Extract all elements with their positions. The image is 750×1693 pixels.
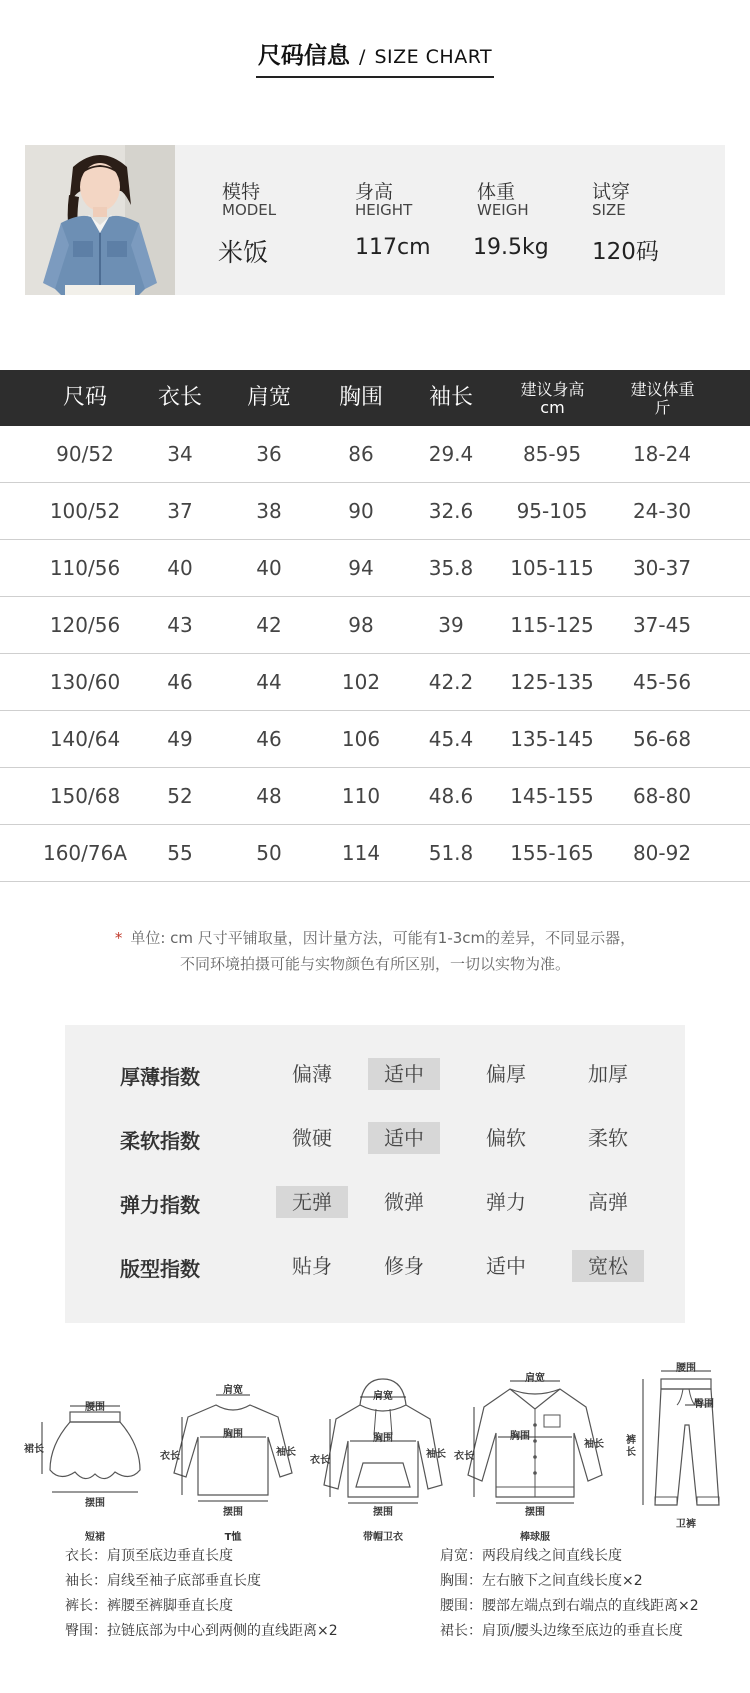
pants-diagram <box>625 1363 735 1530</box>
table-cell: 49 <box>167 727 193 751</box>
index-option: 偏薄 <box>292 1062 332 1086</box>
model-name-label: 模特 <box>222 181 261 203</box>
hoodie-label-shoulder: 肩宽 <box>373 1391 393 1402</box>
table-cell: 86 <box>348 442 374 466</box>
definition-item: 胸围：左右腋下之间直线长度×2 <box>440 1573 643 1589</box>
table-cell: 155-165 <box>510 841 594 865</box>
table-cell: 114 <box>341 841 381 865</box>
table-row <box>0 768 750 825</box>
table-row <box>0 597 750 654</box>
table-cell: 37-45 <box>632 613 692 637</box>
jacket-label-shoulder: 肩宽 <box>525 1373 545 1384</box>
tshirt-label-shoulder: 肩宽 <box>223 1385 243 1396</box>
skirt-caption: 短裙 <box>85 1532 105 1543</box>
table-cell: 51.8 <box>428 841 474 865</box>
table-cell: 34 <box>167 442 193 466</box>
table-row <box>0 825 750 882</box>
model-size-label-en: SIZE <box>592 201 626 219</box>
table-cell: 39 <box>438 613 464 637</box>
definition-item: 衣长：肩顶至底边垂直长度 <box>65 1548 233 1564</box>
table-cell: 90 <box>348 499 374 523</box>
model-size-column <box>592 145 702 295</box>
hoodie-label-hem: 摆围 <box>373 1507 393 1518</box>
table-cell: 44 <box>256 670 282 694</box>
model-size-label: 试穿 <box>592 181 631 203</box>
definition-item: 肩宽：两段肩线之间直线长度 <box>440 1548 622 1564</box>
table-cell: 110/56 <box>49 556 121 580</box>
header-size: 尺码 <box>62 385 107 410</box>
table-row <box>0 711 750 768</box>
table-cell: 38 <box>256 499 282 523</box>
fabric-index-panel <box>65 1025 685 1323</box>
model-height-label-en: HEIGHT <box>355 201 413 219</box>
table-cell: 145-155 <box>510 784 594 808</box>
hoodie-label-sleeve: 袖长 <box>426 1449 446 1460</box>
table-cell: 52 <box>167 784 193 808</box>
table-cell: 50 <box>256 841 282 865</box>
table-cell: 42 <box>256 613 282 637</box>
definition-item: 腰围：腰部左端点到右端点的直线距离×2 <box>440 1598 699 1614</box>
note-line-2: 不同环境拍摄可能与实物颜色有所区别，一切以实物为准。 <box>179 955 570 973</box>
index-option: 弹力 <box>486 1190 526 1214</box>
table-cell: 45-56 <box>632 670 692 694</box>
index-option-selected: 适中 <box>368 1122 440 1154</box>
index-option: 修身 <box>384 1254 424 1278</box>
index-option: 适中 <box>486 1254 526 1278</box>
measurement-diagrams <box>0 1355 750 1543</box>
table-cell: 130/60 <box>49 670 121 694</box>
page-title <box>0 40 750 80</box>
table-cell: 29.4 <box>428 442 474 466</box>
skirt-label-waist: 腰围 <box>85 1402 105 1413</box>
table-cell: 18-24 <box>632 442 692 466</box>
table-cell: 46 <box>256 727 282 751</box>
size-table-header <box>0 370 750 426</box>
table-cell: 46 <box>167 670 193 694</box>
model-height-column <box>355 145 455 295</box>
title-en: SIZE CHART <box>374 46 493 68</box>
pants-label-length: 裤长 <box>626 1435 636 1458</box>
table-cell: 56-68 <box>632 727 692 751</box>
header-height: 建议身高 cm <box>520 380 585 417</box>
table-cell: 115-125 <box>510 613 594 637</box>
table-row <box>0 483 750 540</box>
table-cell: 95-105 <box>516 499 588 523</box>
tshirt-label-sleeve: 袖长 <box>276 1447 296 1458</box>
table-cell: 90/52 <box>56 442 114 466</box>
index-label: 版型指数 <box>120 1257 200 1281</box>
model-weight-column <box>473 145 577 295</box>
table-cell: 37 <box>167 499 193 523</box>
pants-caption: 卫裤 <box>676 1519 696 1530</box>
note-line-1: 单位: cm 尺寸平铺取量，因计量方法，可能有1-3cm的差异，不同显示器， <box>130 929 636 947</box>
tshirt-label-chest: 胸围 <box>223 1429 243 1440</box>
size-note <box>0 925 750 977</box>
table-cell: 24-30 <box>632 499 692 523</box>
table-cell: 42.2 <box>428 670 474 694</box>
index-option: 偏厚 <box>486 1062 526 1086</box>
table-cell: 110 <box>341 784 381 808</box>
definition-item: 裙长：肩顶/腰头边缘至底边的垂直长度 <box>440 1623 683 1639</box>
tshirt-diagram <box>160 1385 298 1543</box>
table-cell: 35.8 <box>428 556 474 580</box>
table-cell: 55 <box>167 841 193 865</box>
table-cell: 105-115 <box>510 556 594 580</box>
skirt-label-length: 裙长 <box>24 1444 44 1455</box>
index-option-selected: 无弹 <box>276 1186 348 1218</box>
table-cell: 125-135 <box>510 670 594 694</box>
model-name-label-en: MODEL <box>222 201 277 219</box>
header-chest: 胸围 <box>338 385 383 410</box>
index-option-selected: 适中 <box>368 1058 440 1090</box>
index-option-selected: 宽松 <box>572 1250 644 1282</box>
header-weight: 建议体重 斤 <box>630 380 695 417</box>
table-cell: 30-37 <box>632 556 692 580</box>
table-cell: 48 <box>256 784 282 808</box>
index-option: 微弹 <box>384 1190 424 1214</box>
title-separator: / <box>358 46 366 68</box>
table-cell: 85-95 <box>522 442 582 466</box>
table-cell: 40 <box>167 556 193 580</box>
table-cell: 94 <box>348 556 374 580</box>
table-cell: 32.6 <box>428 499 474 523</box>
table-row <box>0 540 750 597</box>
table-cell: 68-80 <box>632 784 692 808</box>
model-weight-label: 体重 <box>477 181 516 203</box>
definition-item: 袖长：肩线至袖子底部垂直长度 <box>65 1573 261 1589</box>
index-label: 柔软指数 <box>120 1129 200 1153</box>
table-row <box>0 426 750 483</box>
model-height-value: 117cm <box>355 235 431 260</box>
table-cell: 36 <box>256 442 282 466</box>
jacket-caption: 棒球服 <box>520 1532 550 1543</box>
table-row <box>0 654 750 711</box>
table-cell: 48.6 <box>428 784 474 808</box>
index-label: 厚薄指数 <box>120 1065 200 1089</box>
table-cell: 40 <box>256 556 282 580</box>
table-cell: 45.4 <box>428 727 474 751</box>
measurement-definitions <box>0 1545 750 1665</box>
model-name-value: 米饭 <box>218 238 269 267</box>
table-cell: 140/64 <box>49 727 121 751</box>
model-weight-label-en: WEIGH <box>477 201 529 219</box>
table-cell: 102 <box>341 670 381 694</box>
index-option: 柔软 <box>588 1126 628 1150</box>
table-cell: 98 <box>348 613 374 637</box>
pants-label-hip: 臀围 <box>694 1399 714 1410</box>
hoodie-label-length: 衣长 <box>310 1455 330 1466</box>
index-option: 加厚 <box>588 1062 628 1086</box>
index-option: 微硬 <box>292 1126 332 1150</box>
table-cell: 43 <box>167 613 193 637</box>
index-label: 弹力指数 <box>120 1193 200 1217</box>
table-cell: 100/52 <box>49 499 121 523</box>
hoodie-label-chest: 胸围 <box>373 1433 393 1444</box>
table-cell: 160/76A <box>42 841 128 865</box>
note-star: * <box>114 929 123 947</box>
skirt-diagram <box>24 1400 160 1543</box>
hoodie-caption: 带帽卫衣 <box>363 1532 403 1543</box>
pants-label-waist: 腰围 <box>676 1363 696 1374</box>
model-name-column <box>218 145 322 295</box>
model-photo <box>25 145 175 295</box>
header-length: 衣长 <box>157 385 202 410</box>
table-cell: 106 <box>341 727 381 751</box>
tshirt-label-length: 衣长 <box>160 1451 180 1462</box>
index-option: 高弹 <box>588 1190 628 1214</box>
jacket-label-length: 衣长 <box>454 1451 474 1462</box>
model-height-label: 身高 <box>355 181 394 203</box>
tshirt-caption: T恤 <box>224 1532 242 1543</box>
definition-item: 裤长：裤腰至裤脚垂直长度 <box>65 1598 233 1614</box>
table-cell: 120/56 <box>49 613 121 637</box>
jacket-label-hem: 摆围 <box>525 1507 545 1518</box>
model-weight-value: 19.5kg <box>473 235 549 260</box>
table-cell: 150/68 <box>49 784 121 808</box>
index-option: 偏软 <box>486 1126 526 1150</box>
tshirt-label-hem: 摆围 <box>223 1507 243 1518</box>
hoodie-diagram <box>310 1375 448 1543</box>
index-option: 贴身 <box>292 1254 332 1278</box>
model-size-value: 120码 <box>592 239 659 265</box>
table-cell: 135-145 <box>510 727 594 751</box>
header-sleeve: 袖长 <box>428 385 473 410</box>
jacket-label-chest: 胸围 <box>510 1431 530 1442</box>
model-info-panel <box>25 145 725 295</box>
table-cell: 80-92 <box>632 841 692 865</box>
skirt-label-hem: 摆围 <box>85 1498 105 1509</box>
title-cn: 尺码信息 <box>257 43 350 69</box>
definition-item: 臀围：拉链底部为中心到两侧的直线距离×2 <box>65 1623 338 1639</box>
jacket-label-sleeve: 袖长 <box>584 1439 604 1450</box>
header-shoulder: 肩宽 <box>246 385 291 410</box>
baseball-jacket-diagram <box>454 1373 610 1543</box>
